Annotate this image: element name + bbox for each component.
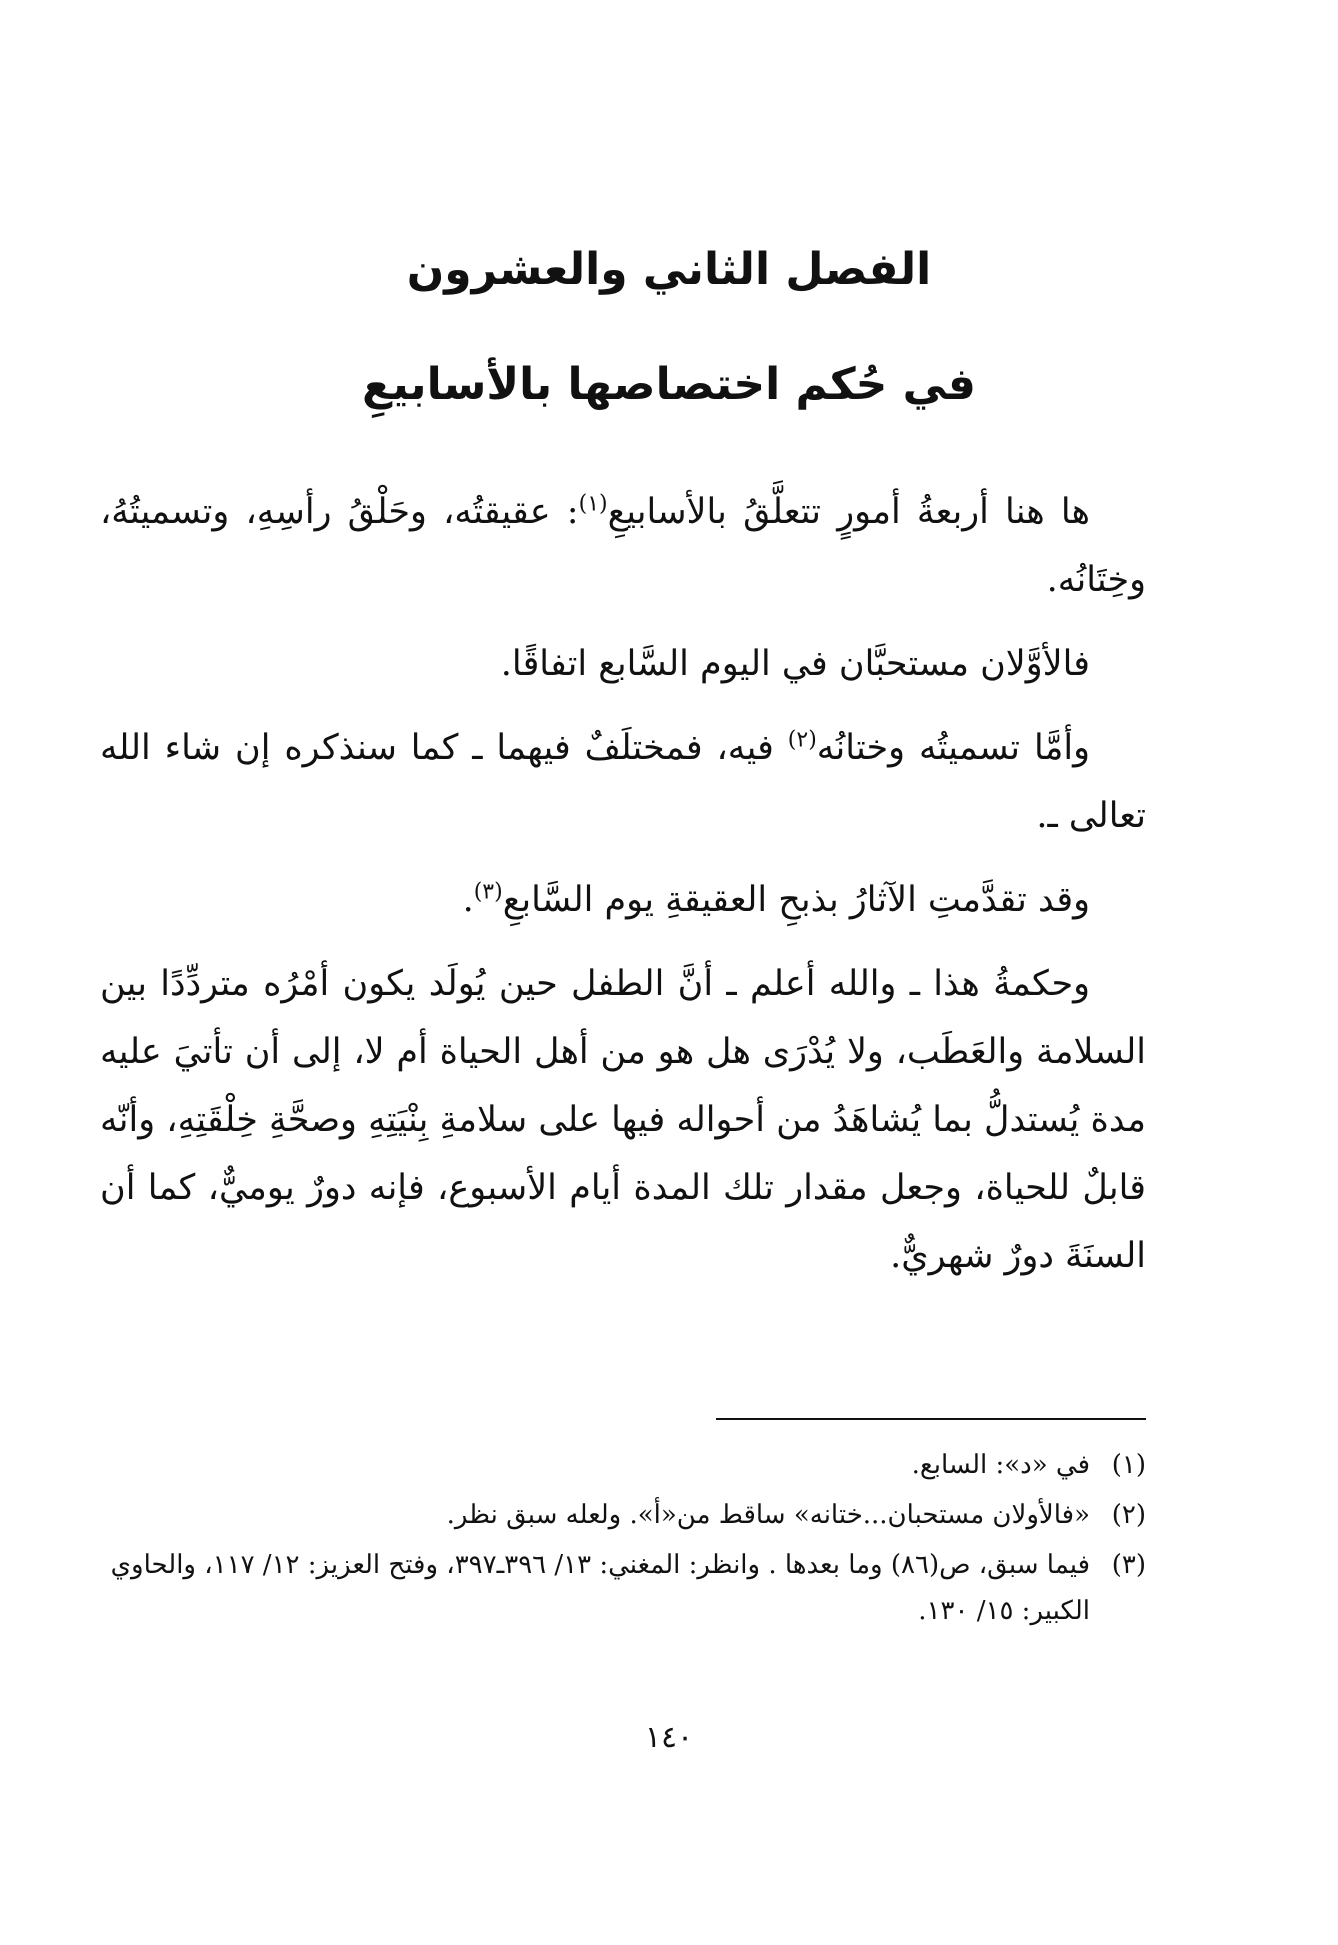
footnote-reference: (١) [578,491,608,517]
paragraph-text: : عقيقتُه، وحَلْقُ رأسِهِ، وتسميتُهُ، وخِتَانُه. [100,492,1146,600]
footnote-text: «فالأولان مستحبان...ختانه» ساقط من«أ». ولعله سبق نظر. [446,1500,1090,1530]
chapter-subtitle: في حُكم اختصاصها بالأسابيعِ [362,359,976,410]
footnote-reference: (٣) [473,879,503,905]
paragraph: وحكمةُ هذا ـ والله أعلم ـ أنَّ الطفل حين يُولَد يكون أمْرُه متردِّدًا بين السلامة والعَطَب، ولا يُدْرَى هل هو من أهل الحياة أم لا، إلى أن تأتيَ عليه مدة يُستدلُّ بما يُشاهَدُ من أحواله فيها على سلامةِ بِنْيَتِهِ وصحَّةِ خِلْقَتِهِ، وأنّه قابلٌ للحياة، وجعل مقدار تلك المدة أيام الأسبوع، فإنه دورٌ يوميٌّ، كما أن السنَةَ دورٌ شهريٌّ. [100,964,1146,1276]
footnote-text: في «د»: السابع. [911,1450,1090,1480]
paragraph-text: ها هنا أربعةُ أمورٍ تتعلَّقُ بالأسابيعِ [607,492,1091,532]
paragraph-text: وأمَّا تسميتُه وختانُه [816,728,1090,768]
paragraph: فالأوَّلان مستحبَّان في اليوم السَّابع اتفاقًا. [500,644,1090,684]
paragraph [100,478,1146,614]
footnote-number: (٣) [1111,1550,1146,1580]
footnote-number: (٢) [1111,1500,1146,1530]
paragraph [100,714,1146,850]
footnote-number: (١) [1111,1450,1146,1480]
paragraph-text: . [462,880,474,920]
footnote [100,1442,1146,1488]
footnotes [100,1442,1146,1638]
footnote-divider [716,1418,1146,1420]
footnote [100,1542,1146,1634]
chapter-title: الفصل الثاني والعشرون [406,244,932,295]
footnote [100,1492,1146,1538]
page-number: ١٤٠ [644,1720,694,1755]
footnote-reference: (٢) [787,727,817,753]
paragraph-text: فيه، فمختلَفٌ فيهما ـ كما سنذكره إن شاء الله تعالى ـ. [100,728,1146,836]
footnote-text: فيما سبق، ص(٨٦) وما بعدها . وانظر: المغني: ١٣/ ٣٩٦ـ٣٩٧، وفتح العزيز: ١٢/ ١١٧، والحاوي الكبير: ١٥/ ١٣٠. [110,1550,1090,1626]
paragraph-text: وقد تقدَّمتِ الآثارُ بذبحِ العقيقةِ يوم السَّابعِ [502,880,1090,920]
paragraph [100,866,1146,934]
body-text [100,478,1146,1306]
